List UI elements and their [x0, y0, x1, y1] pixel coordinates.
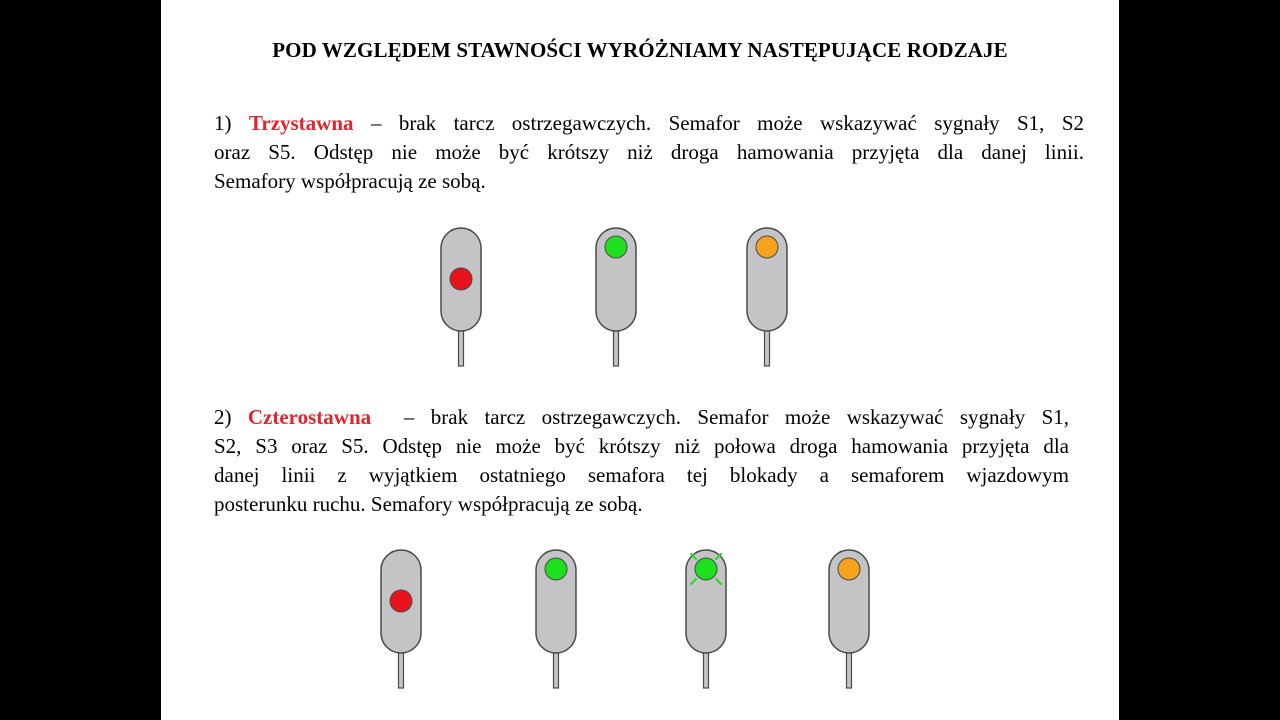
signal-pole	[459, 329, 464, 366]
signal-pole	[554, 651, 559, 688]
slide	[161, 0, 1119, 720]
signal-kind-label: Czterostawna	[247, 405, 372, 429]
semaphore-signal-red	[441, 228, 481, 366]
signal-lamp-red	[390, 590, 412, 612]
signal-pole	[704, 651, 709, 688]
signal-head	[596, 228, 636, 331]
section-four-aspect	[214, 403, 1069, 519]
paragraph-line	[214, 109, 1084, 138]
signal-head	[536, 550, 576, 653]
signal-lamp-green-flashing	[695, 558, 717, 580]
signal-head	[829, 550, 869, 653]
semaphore-signal-orange	[747, 228, 787, 366]
paragraph-line: Semafory współpracują ze sobą.	[214, 169, 486, 193]
semaphore-signal-orange	[829, 550, 869, 688]
section-number: 2)	[214, 405, 232, 429]
paragraph-line: S2, S3 oraz S5. Odstęp nie może być krótszy niż połowa droga hamowania przyjęta dla	[214, 434, 1069, 458]
signal-kind-label: Trzystawna	[248, 111, 354, 135]
slide-title: POD WZGLĘDEM STAWNOŚCI WYRÓŻNIAMY NASTĘPUJĄCE RODZAJE	[272, 38, 1008, 62]
semaphore-signal-red	[381, 550, 421, 688]
signal-head	[686, 550, 726, 653]
paragraph-text: – brak tarcz ostrzegawczych. Semafor może wskazywać sygnały S1,	[403, 405, 1069, 429]
semaphore-illustrations	[161, 0, 1119, 720]
semaphore-signal-green-flashing	[686, 550, 726, 688]
paragraph-text: – brak tarcz ostrzegawczych. Semafor może wskazywać sygnały S1, S2	[370, 111, 1084, 135]
flashing-indicator-icon	[691, 554, 721, 584]
signal-head	[381, 550, 421, 653]
semaphore-signal-green	[596, 228, 636, 366]
signal-pole	[399, 651, 404, 688]
section-three-aspect	[214, 109, 1084, 196]
signal-pole	[614, 329, 619, 366]
signal-pole	[765, 329, 770, 366]
semaphore-signal-green	[536, 550, 576, 688]
paragraph-line: oraz S5. Odstęp nie może być krótszy niż droga hamowania przyjęta dla danej linii.	[214, 140, 1084, 164]
signal-lamp-red	[450, 268, 472, 290]
four-aspect-signals-row	[381, 550, 869, 688]
paragraph-line	[214, 403, 1069, 432]
signal-head	[747, 228, 787, 331]
signal-lamp-orange	[756, 236, 778, 258]
signal-lamp-orange	[838, 558, 860, 580]
section-number: 1)	[214, 111, 232, 135]
signal-lamp-green	[605, 236, 627, 258]
paragraph-line: posterunku ruchu. Semafory współpracują ze sobą.	[214, 492, 643, 516]
three-aspect-signals-row	[441, 228, 787, 366]
signal-pole	[847, 651, 852, 688]
signal-diagrams	[161, 0, 1119, 720]
signal-lamp-green	[545, 558, 567, 580]
signal-head	[441, 228, 481, 331]
paragraph-line: danej linii z wyjątkiem ostatniego semafora tej blokady a semaforem wjazdowym	[214, 463, 1069, 487]
